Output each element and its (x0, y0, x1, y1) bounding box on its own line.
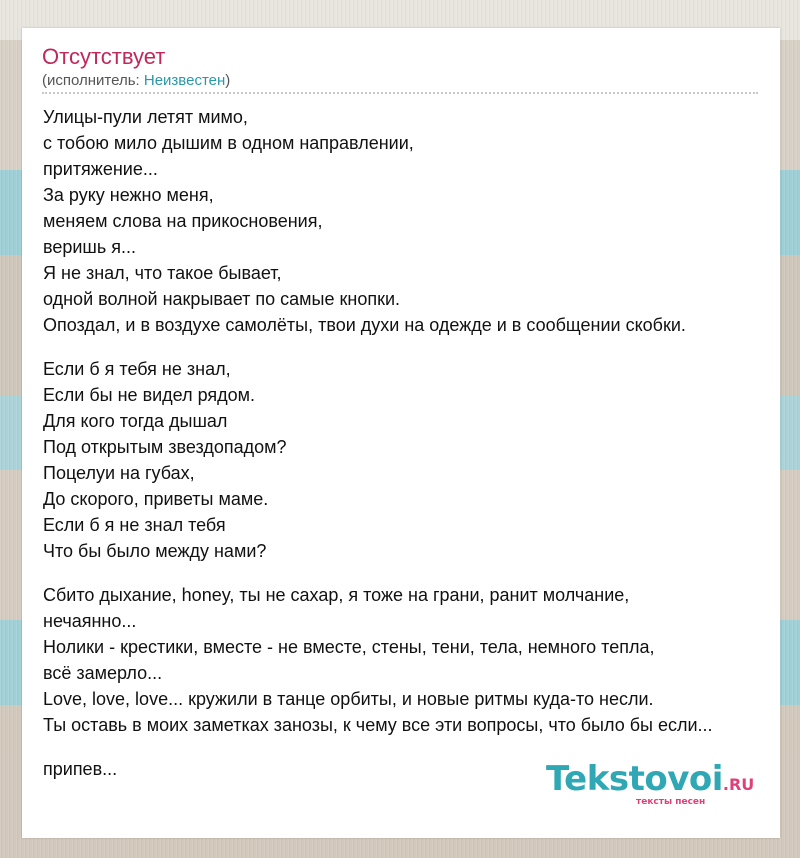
logo-tld: .RU (722, 775, 755, 794)
verse-2 (43, 582, 783, 738)
lyric-line: Я не знал, что такое бывает, (43, 263, 282, 283)
artist-suffix: ) (225, 72, 231, 89)
site-logo[interactable] (546, 759, 755, 802)
lyric-line: с тобою мило дышим в одном направлении, (43, 133, 414, 153)
stanza-gap (43, 738, 783, 756)
lyric-line: Love, love, love... кружили в танце орбиты, и новые ритмы куда-то несли. (43, 689, 654, 709)
lyric-line: Улицы-пули летят мимо, (43, 107, 248, 127)
song-title: Отсутствует (42, 44, 166, 69)
lyric-line: Поцелуи на губах, (43, 463, 195, 483)
chorus (43, 356, 783, 564)
artist-prefix: (исполнитель: (42, 72, 144, 89)
stanza-gap (43, 338, 783, 356)
logo-tagline: тексты песен (636, 797, 706, 807)
logo-name: Tekstovoi (546, 759, 723, 799)
lyric-line: Сбито дыхание, honey, ты не сахар, я тоже на грани, ранит молчание, (43, 585, 630, 605)
divider (42, 92, 758, 94)
lyric-line: Для кого тогда дышал (43, 411, 228, 431)
verse-1 (43, 104, 783, 338)
lyric-line: притяжение... (43, 159, 158, 179)
lyric-line: одной волной накрывает по самые кнопки. (43, 289, 401, 309)
lyric-line: всё замерло... (43, 663, 163, 683)
lyric-line: припев... (43, 759, 118, 779)
lyric-line: Нолики - крестики, вместе - не вместе, стены, тени, тела, немного тепла, (43, 637, 655, 657)
lyric-line: До скорого, приветы маме. (43, 489, 269, 509)
artist-line (42, 72, 230, 90)
stanza-gap (43, 564, 783, 582)
artist-link[interactable]: Неизвестен (143, 72, 226, 89)
lyric-line: Ты оставь в моих заметках занозы, к чему все эти вопросы, что было бы если... (43, 715, 713, 735)
lyric-line: нечаянно... (43, 611, 137, 631)
lyric-line: Опоздал, и в воздухе самолёты, твои духи на одежде и в сообщении скобки. (43, 315, 686, 335)
lyric-line: Если б я не знал тебя (43, 515, 226, 535)
lyric-line: Если б я тебя не знал, (43, 359, 231, 379)
lyric-line: веришь я... (43, 237, 137, 257)
lyric-line: Если бы не видел рядом. (43, 385, 256, 405)
lyrics-card (22, 28, 780, 838)
lyrics-text (43, 104, 783, 782)
lyric-line: Под открытым звездопадом? (43, 437, 287, 457)
lyric-line: меняем слова на прикосновения, (43, 211, 323, 231)
lyric-line: За руку нежно меня, (43, 185, 214, 205)
lyric-line: Что бы было между нами? (43, 541, 267, 561)
